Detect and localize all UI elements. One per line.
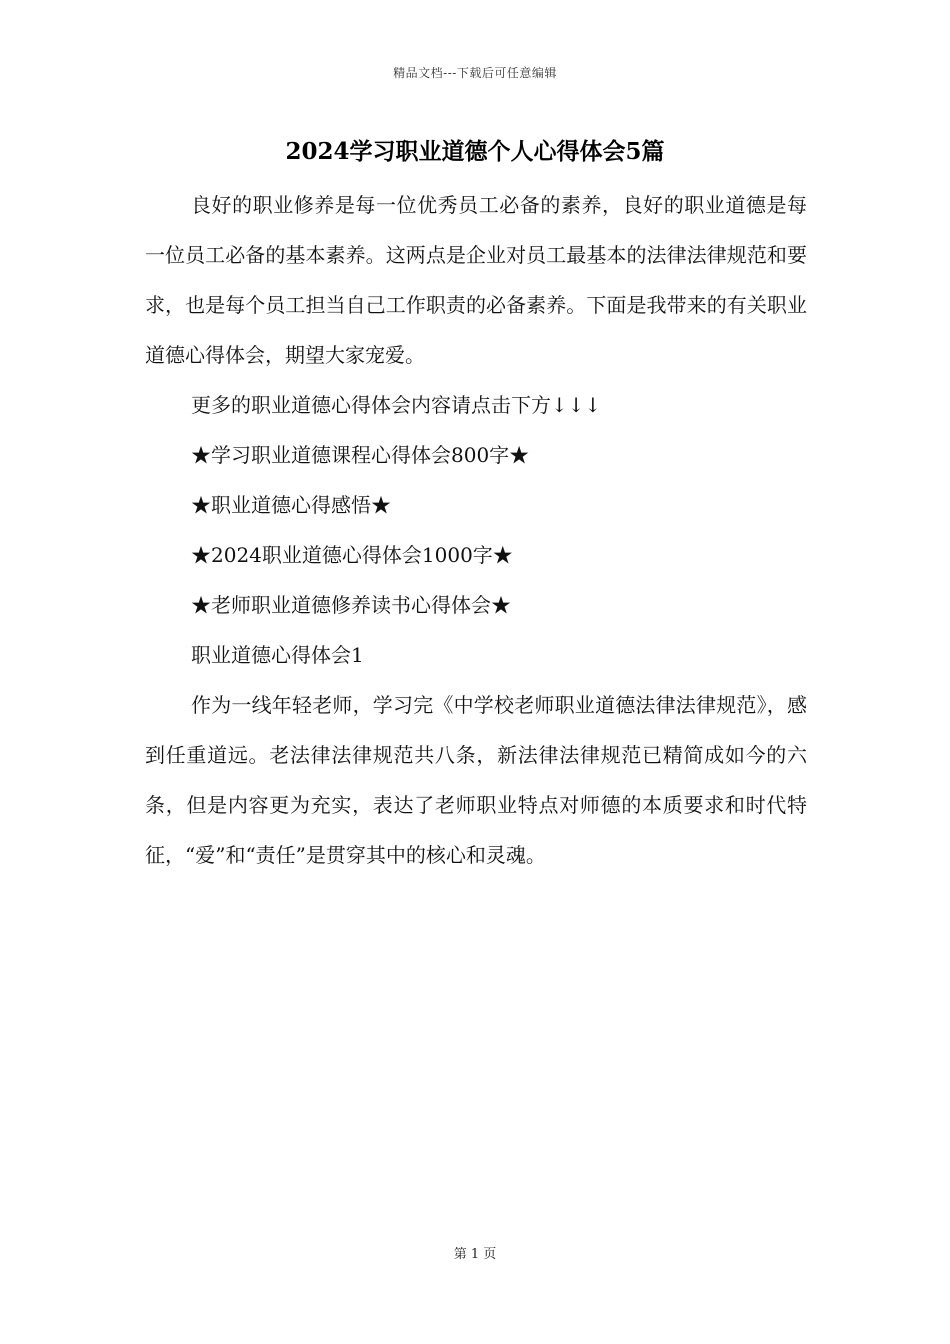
- more-content-prompt: 更多的职业道德心得体会内容请点击下方↓↓↓: [191, 393, 602, 417]
- section-heading: 职业道德心得体会1: [191, 643, 364, 667]
- related-article-link[interactable]: ★职业道德心得感悟★: [191, 493, 391, 517]
- related-article-link[interactable]: ★学习职业道德课程心得体会800字★: [191, 443, 530, 467]
- page-header: 精品文档---下载后可任意编辑: [393, 66, 557, 80]
- intro-paragraph: 良好的职业修养是每一位优秀员工必备的素养，良好的职业道德是每一位员工必备的基本素养。这两点是企业对员工最基本的法律法律规范和要求，也是每个员工担当自己工作职责的必备素养。下面是我带来的有关职业道德心得体会，期望大家宠爱。: [145, 193, 807, 367]
- section-paragraph: 作为一线年轻老师，学习完《中学校老师职业道德法律法律规范》，感到任重道远。老法律法律规范共八条，新法律法律规范已精简成如今的六条，但是内容更为充实，表达了老师职业特点对师德的本质要求和时代特征，“爱”和“责任”是贯穿其中的核心和灵魂。: [145, 693, 807, 867]
- related-article-link[interactable]: ★老师职业道德修养读书心得体会★: [191, 593, 511, 617]
- document-body: [145, 180, 807, 880]
- related-article-link[interactable]: ★2024职业道德心得体会1000字★: [191, 543, 513, 567]
- document-title: 2024学习职业道德个人心得体会5篇: [285, 138, 665, 165]
- page-number: 第 1 页: [453, 1247, 497, 1262]
